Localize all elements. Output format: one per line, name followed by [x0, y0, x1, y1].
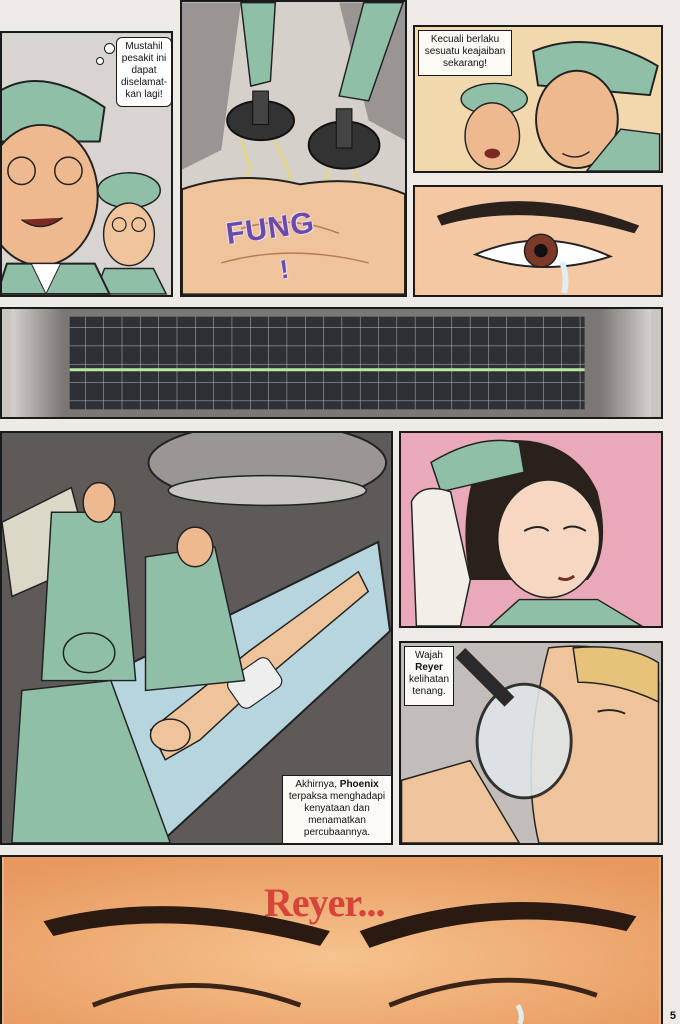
thought-bubble — [116, 37, 172, 107]
caption-phoenix-part1: Akhirnya, — [295, 779, 340, 790]
thought-bubble-tail — [104, 43, 115, 54]
panel-reyer-mask — [399, 641, 663, 845]
panel-two-doctors — [413, 25, 663, 173]
panel-doctors-closeup — [0, 31, 173, 297]
caption-phoenix-name: Phoenix — [339, 779, 379, 790]
speech-text: Kecuali berlaku sesuatu keajaiban sekarang! — [424, 34, 506, 69]
page-number: 5 — [669, 1010, 676, 1022]
speech-box — [418, 30, 512, 76]
caption-reyer-part1: Wajah — [415, 650, 443, 661]
panel-nurse — [399, 431, 663, 628]
thought-text: Mustahil pesakit ini dapat diselamat-kan lagi! — [121, 41, 168, 100]
flatline-monitor-art — [2, 309, 661, 417]
caption-phoenix — [282, 775, 392, 845]
caption-reyer-part2: kelihatan tenang. — [409, 674, 450, 697]
panel-defibrillator — [180, 0, 407, 297]
sfx-exclamation: ! — [277, 253, 292, 285]
panel-flatline-monitor — [0, 307, 663, 419]
caption-reyer — [404, 646, 454, 706]
thought-bubble-tail-small — [96, 57, 104, 65]
title-reyer: Reyer... — [264, 880, 385, 925]
nurse-art — [401, 433, 661, 626]
crying-eye-art — [415, 187, 661, 295]
sfx-fung: FUNG — [224, 205, 317, 252]
caption-phoenix-part2: terpaksa menghadapi kenyataan dan menamatkan percubaannya. — [288, 791, 386, 838]
panel-closed-eyes — [0, 855, 663, 1024]
panel-crying-eye — [413, 185, 663, 297]
defibrillator-art — [182, 2, 405, 295]
caption-reyer-name: Reyer — [415, 662, 443, 673]
panel-operating-room — [0, 431, 393, 845]
